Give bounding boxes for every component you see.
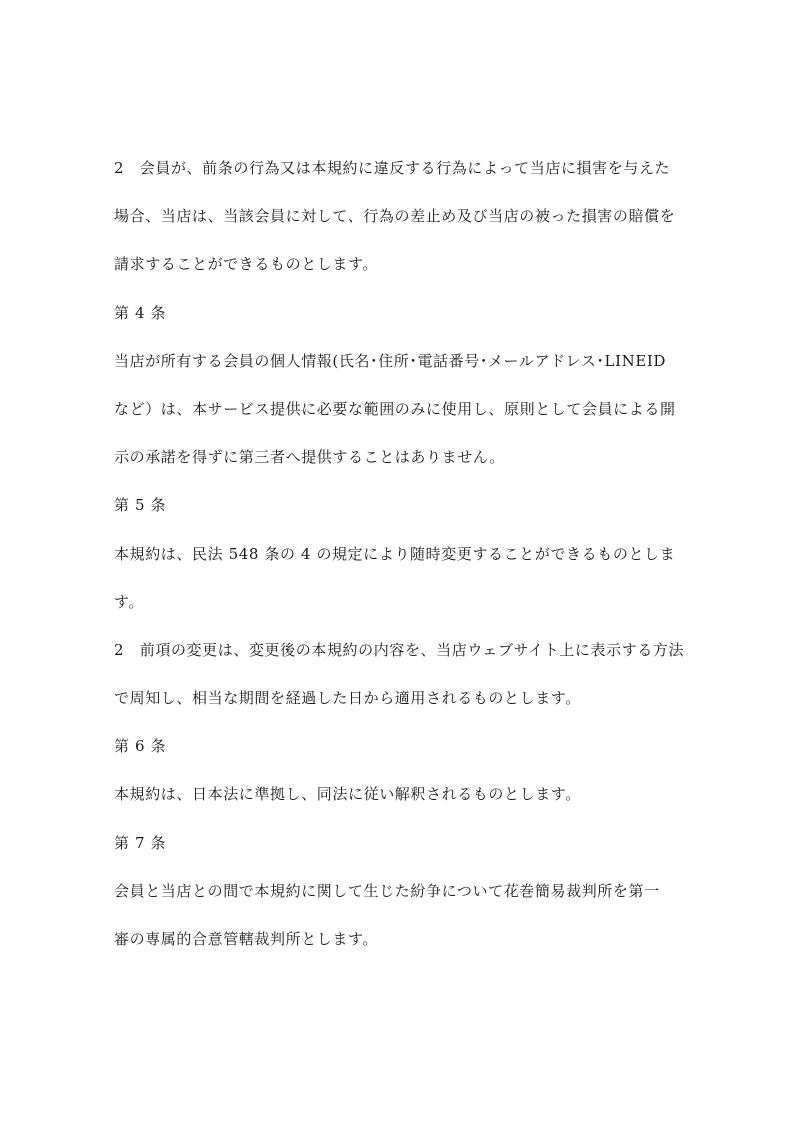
paragraph-line: 会員と当店との間で本規約に関して生じた紛争について花巻簡易裁判所を第一 bbox=[114, 881, 660, 900]
paragraph-line: など）は、本サービス提供に必要な範囲のみに使用し、原則として会員による開 bbox=[114, 399, 676, 418]
article-heading: 第 7 条 bbox=[114, 833, 167, 852]
article-heading: 第 5 条 bbox=[114, 496, 167, 515]
paragraph-line: 2 会員が、前条の行為又は本規約に違反する行為によって当店に損害を与えた bbox=[114, 159, 671, 177]
paragraph-line: 本規約は、民法 548 条の 4 の規定により随時変更することができるものとしま bbox=[114, 544, 676, 563]
paragraph-line: 当店が所有する会員の個人情報(氏名･住所･電話番号･メールアドレス･LINEID bbox=[114, 351, 667, 370]
paragraph-line: 審の専属的合意管轄裁判所とします。 bbox=[114, 930, 379, 948]
paragraph-line: 2 前項の変更は、変更後の本規約の内容を、当店ウェブサイト上に表示する方法 bbox=[114, 640, 684, 659]
paragraph-line: 場合、当店は、当該会員に対して、行為の差止め及び当店の被った損害の賠償を bbox=[114, 207, 676, 226]
paragraph-line: す。 bbox=[114, 592, 145, 611]
article-heading: 第 6 条 bbox=[114, 737, 167, 756]
paragraph-line: 請求することができるものとします。 bbox=[114, 255, 379, 274]
paragraph-line: で周知し、相当な期間を経過した日から適用されるものとします。 bbox=[114, 689, 581, 708]
document-body bbox=[114, 158, 684, 977]
article-heading: 第 4 条 bbox=[114, 303, 167, 322]
paragraph-line: 本規約は、日本法に準拠し、同法に従い解釈されるものとします。 bbox=[114, 785, 581, 804]
paragraph-line: 示の承諾を得ずに第三者へ提供することはありません。 bbox=[114, 448, 505, 467]
